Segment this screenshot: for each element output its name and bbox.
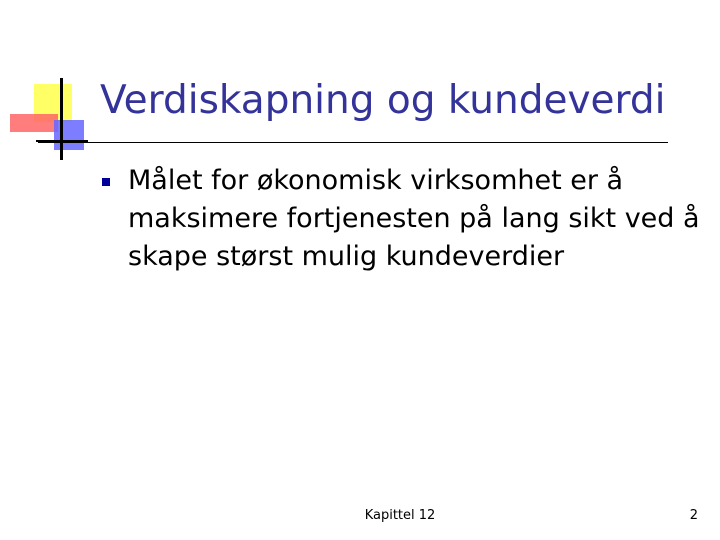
slide-logo-graphic	[8, 76, 88, 162]
bullet-text: Målet for økonomisk virksomhet er å maksimere fortjenesten på lang sikt ved å skape størst mulig kundeverdier	[128, 165, 700, 272]
bullet-square-icon	[102, 178, 110, 186]
slide-title: Verdiskapning og kundeverdi	[100, 78, 666, 123]
page-number: 2	[689, 508, 698, 523]
title-divider	[38, 142, 668, 143]
footer-chapter: Kapittel 12	[364, 508, 436, 523]
